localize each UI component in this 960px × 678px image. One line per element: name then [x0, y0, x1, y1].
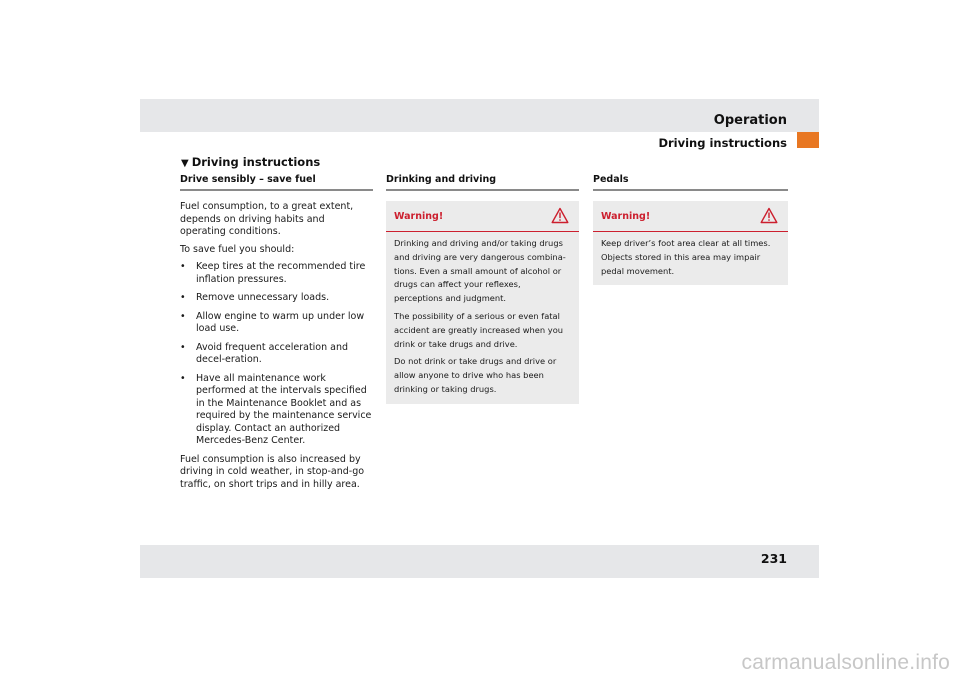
warning-label: Warning!: [394, 211, 444, 222]
warning-label: Warning!: [601, 211, 651, 222]
warning-box: [386, 201, 579, 404]
warning-paragraph: Do not drink or take drugs and drive or allow anyone to drive who has been drinking or taking drugs.: [394, 356, 557, 394]
bullet-icon: •: [180, 261, 186, 272]
warning-body: [386, 232, 579, 404]
bullet-icon: •: [180, 292, 186, 303]
page-number: 231: [760, 551, 787, 566]
lead-paragraph: To save fuel you should:: [180, 243, 295, 255]
section-subtitle: Driving instructions: [658, 136, 787, 150]
list-item: • Avoid frequent acceleration and decel-eration.: [180, 341, 349, 365]
footer-band: [140, 545, 819, 578]
watermark: carmanualsonline.info: [741, 651, 950, 674]
warning-header: [386, 201, 579, 232]
warning-triangle-icon: [551, 207, 569, 224]
column-save-fuel: [180, 174, 373, 496]
warning-paragraph: The possibility of a serious or even fatal accident are greatly increased when you drink or take drugs and drive.: [394, 310, 564, 349]
warning-paragraph: Keep driver’s foot area clear at all times. Objects stored in this area may impair pedal movement.: [601, 238, 771, 276]
chapter-title: Operation: [713, 113, 787, 128]
column-drinking-driving: [386, 174, 579, 404]
list-item: • Have all maintenance work performed at the intervals specified in the Maintenance Booklet and as required by the maintenance service display. Contact an authorized Mercedes-Benz Center.: [180, 372, 372, 446]
column-heading: Drive sensibly – save fuel: [180, 174, 373, 191]
bullet-icon: •: [180, 310, 186, 322]
tips-list: [180, 261, 373, 448]
section-heading-text: Driving instructions: [191, 155, 321, 169]
chapter-tab-marker: [797, 132, 819, 148]
triangle-marker-icon: ▼: [181, 158, 189, 169]
section-heading: [181, 155, 320, 169]
warning-body: [593, 232, 788, 285]
bullet-icon: •: [180, 372, 186, 384]
column-body: [180, 201, 373, 491]
intro-paragraph: Fuel consumption, to a great extent, depends on driving habits and operating conditions.: [180, 201, 354, 237]
column-heading: Drinking and driving: [386, 174, 579, 191]
closing-paragraph: Fuel consumption is also increased by driving in cold weather, in stop-and-go traffic, on short trips and in hilly area.: [180, 453, 365, 490]
warning-header: [593, 201, 788, 232]
list-item: • Remove unnecessary loads.: [180, 292, 330, 303]
warning-paragraph: Drinking and driving and/or taking drugs and driving are very dangerous combina-tions. Even a small amount of alcohol or drugs can affect your reflexes, perceptions and judgment.: [394, 238, 566, 304]
column-pedals: [593, 174, 788, 285]
warning-box: [593, 201, 788, 285]
bullet-icon: •: [180, 341, 186, 353]
list-item: • Keep tires at the recommended tire inflation pressures.: [180, 261, 366, 285]
list-item: • Allow engine to warm up under low load use.: [180, 310, 365, 334]
column-heading: Pedals: [593, 174, 788, 191]
warning-triangle-icon: [760, 207, 778, 224]
